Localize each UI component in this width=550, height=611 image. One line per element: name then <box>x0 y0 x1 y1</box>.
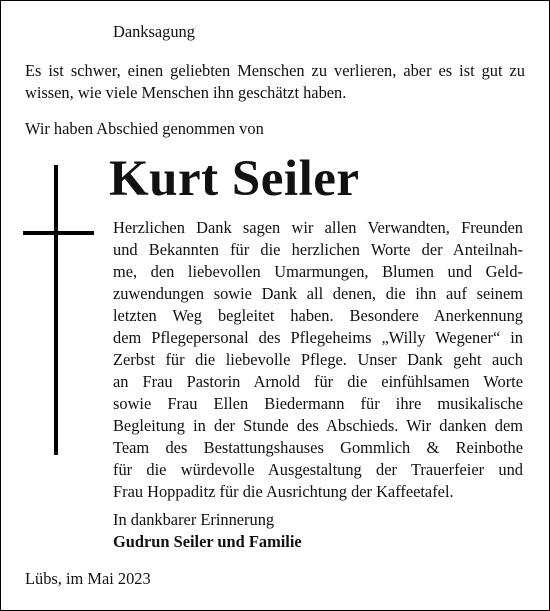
deceased-name: Kurt Seiler <box>109 151 360 207</box>
thanks-line-9: sowie Frau Ellen Biedermann für ihre musikalische <box>113 394 523 413</box>
notice-heading: Danksagung <box>113 22 195 41</box>
thanks-line-2: und Bekannten für die herzlichen Worte der Anteilnah- <box>113 240 523 259</box>
thanks-line-11: Team des Bestattungshauses Gommlich & Reinbothe <box>113 438 523 457</box>
thanks-line-5: letzten Weg begleitet haben. Besondere Anerkennung <box>113 306 523 325</box>
thanks-line-13: Frau Hoppaditz für die Ausrichtung der Kaffeetafel. <box>113 482 454 501</box>
closing-line: In dankbarer Erinnerung <box>113 510 275 529</box>
signature-line: Gudrun Seiler und Familie <box>113 532 302 551</box>
thanks-line-4: zuwendungen sowie Dank all denen, die ihn auf seinem <box>113 284 523 303</box>
place-date: Lübs, im Mai 2023 <box>25 569 151 588</box>
cross-vertical-bar <box>54 165 58 455</box>
cross-horizontal-bar <box>23 231 94 235</box>
thanks-line-1: Herzlichen Dank sagen wir allen Verwandten, Freunden <box>113 218 523 237</box>
thanks-line-7: Zerbst für die liebevolle Pflege. Unser Dank geht auch <box>113 350 523 369</box>
thanks-line-6: dem Pflegepersonal des Pflegeheims „Willy Wegener“ in <box>113 328 523 347</box>
thanks-line-8: an Frau Pastorin Arnold für die einfühlsamen Worte <box>113 372 523 391</box>
thanks-line-12: für die würdevolle Ausgestaltung der Trauerfeier und <box>113 460 523 479</box>
thanks-line-10: Begleitung in der Stunde des Abschieds. Wir danken dem <box>113 416 523 435</box>
thanks-line-3: me, den liebevollen Umarmungen, Blumen und Geld- <box>113 262 523 281</box>
intro-text: Es ist schwer, einen geliebten Menschen zu verlieren, aber es ist gut zu wissen, wie viele Menschen ihn geschätzt haben. <box>25 61 525 102</box>
farewell-line: Wir haben Abschied genommen von <box>25 119 264 138</box>
thanks-paragraph <box>113 217 523 503</box>
